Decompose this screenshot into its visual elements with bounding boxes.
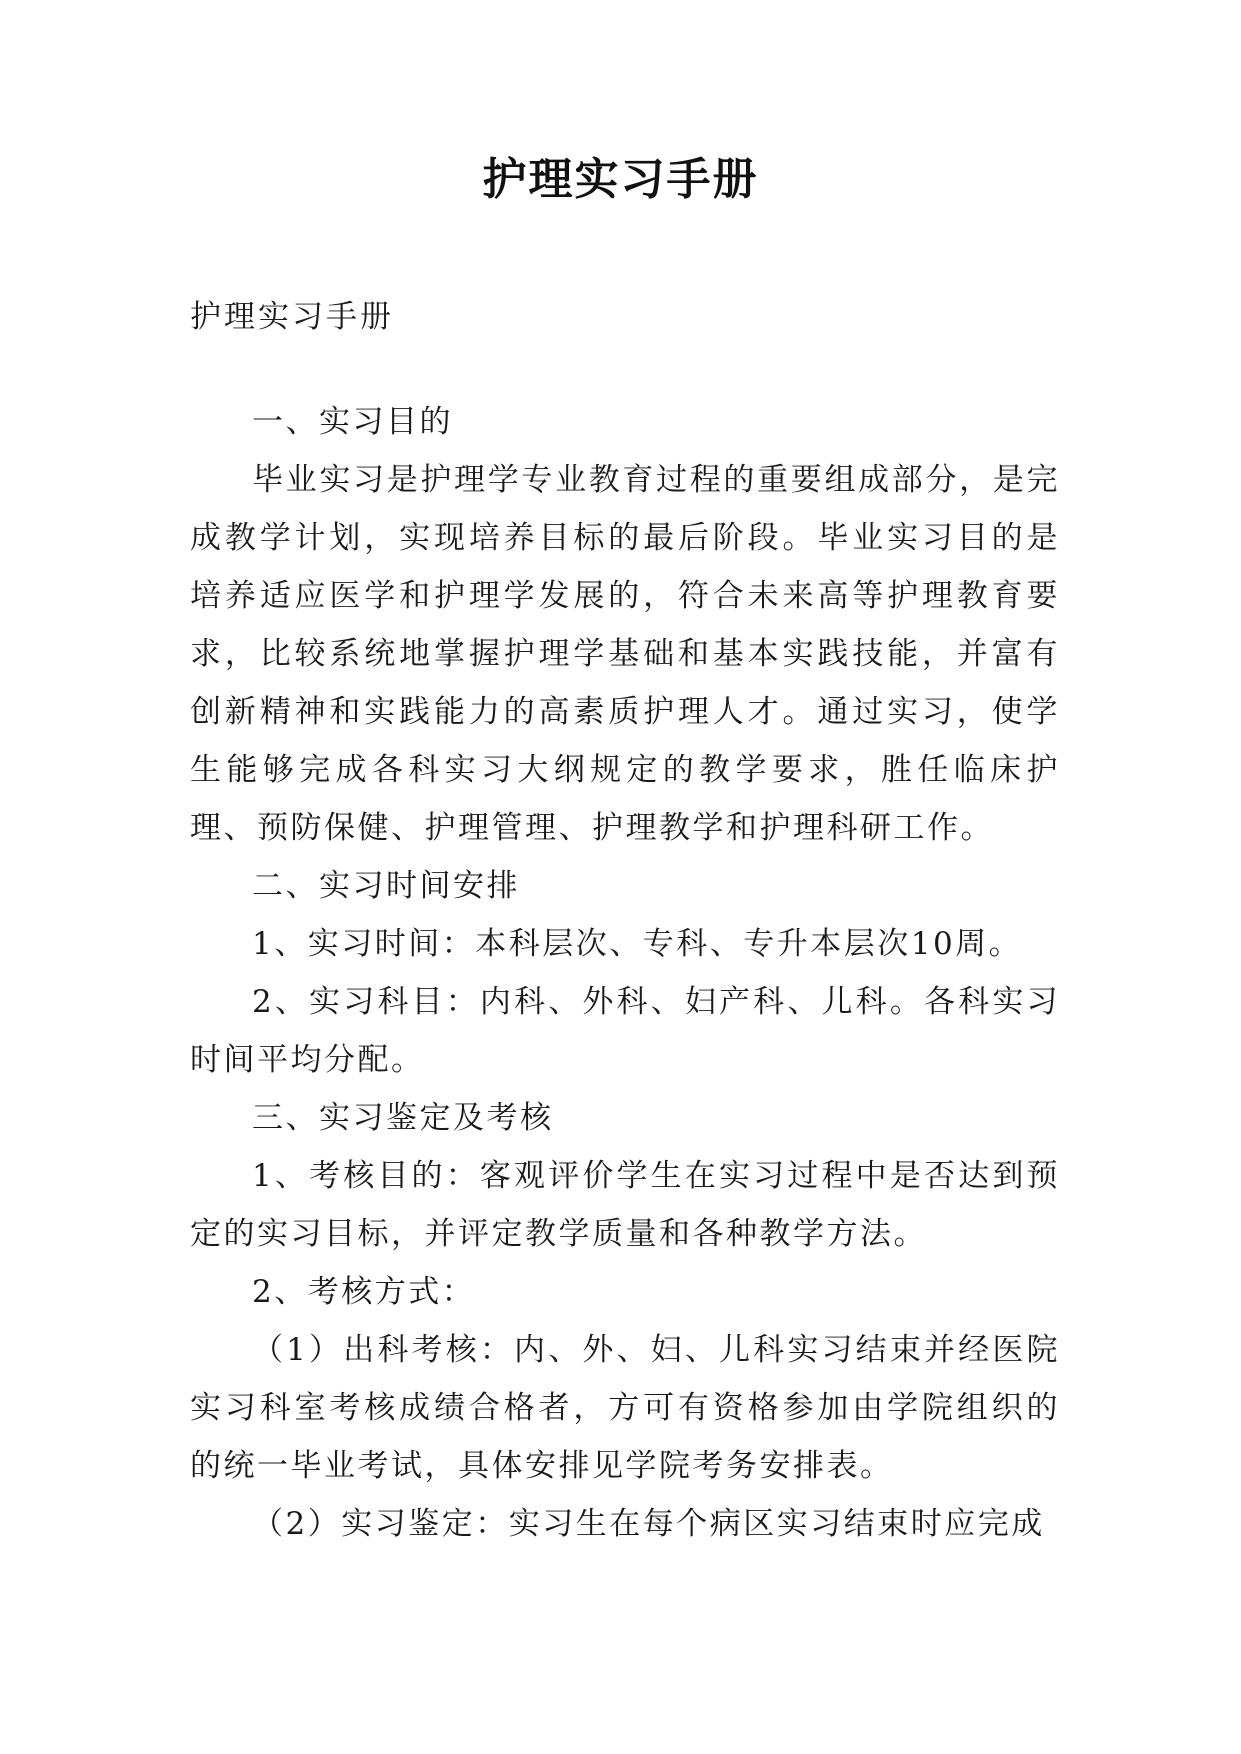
paragraph-internship-appraisal: （2）实习鉴定：实习生在每个病区实习结束时应完成: [252, 1506, 1045, 1542]
paragraph-subjects: 2、实习科目：内科、外科、妇产科、儿科。各科实习时间平均分配。: [190, 984, 1060, 1078]
paragraph-assessment-method: 2、考核方式：: [252, 1274, 476, 1310]
document-subtitle: 护理实习手册: [190, 299, 394, 335]
paragraph-assessment-goal: 1、考核目的：客观评价学生在实习过程中是否达到预定的实习目标，并评定教学质量和各种教学方法。: [190, 1158, 1060, 1252]
section-heading-assessment: 三、实习鉴定及考核: [252, 1100, 554, 1136]
document-body: [190, 288, 1060, 1553]
section-heading-schedule: 二、实习时间安排: [252, 868, 520, 904]
paragraph-duration: 1、实习时间：本科层次、专科、专升本层次10周。: [252, 926, 1023, 962]
paragraph-department-exam: （1）出科考核：内、外、妇、儿科实习结束并经医院实习科室考核成绩合格者，方可有资格参加由学院组织的的统一毕业考试，具体安排见学院考务安排表。: [190, 1332, 1060, 1484]
document-title: 护理实习手册: [482, 154, 759, 205]
paragraph-purpose: 毕业实习是护理学专业教育过程的重要组成部分，是完成教学计划，实现培养目标的最后阶段。毕业实习目的是培养适应医学和护理学发展的，符合未来高等护理教育要求，比较系统地掌握护理学基础和基本实践技能，并富有创新精神和实践能力的高素质护理人才。通过实习，使学生能够完成各科实习大纲规定的教学要求，胜任临床护理、预防保健、护理管理、护理教学和护理科研工作。: [190, 462, 1060, 846]
section-heading-purpose: 一、实习目的: [252, 404, 453, 440]
